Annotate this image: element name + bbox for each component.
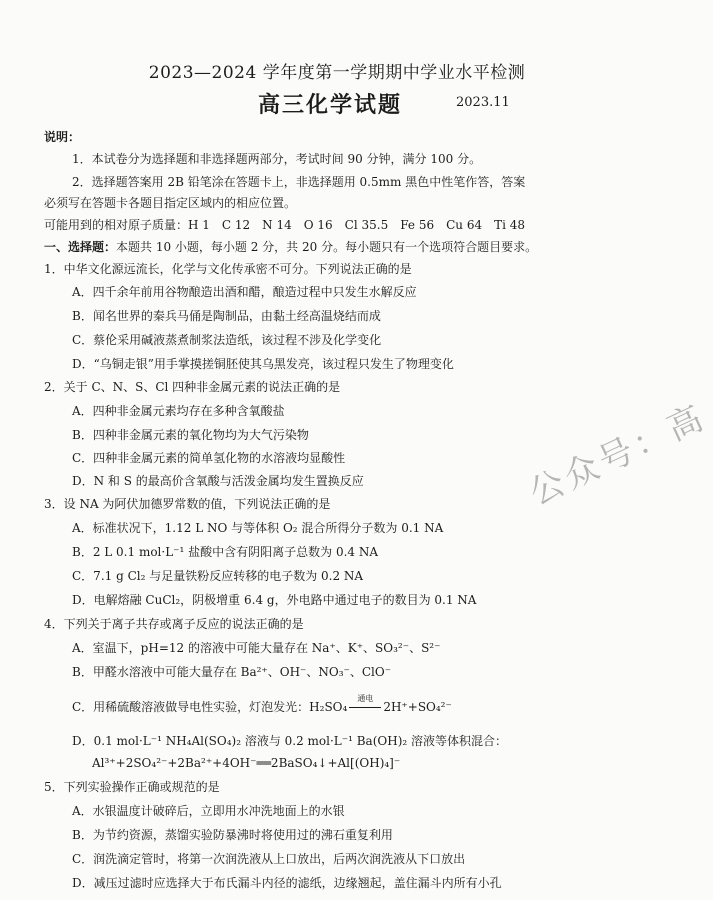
- question-4-option-a: A．室温下，pH=12 的溶液中可能大量存在 Na⁺、K⁺、SO₃²⁻、S²⁻: [72, 641, 441, 655]
- arrow-condition: 通电: [357, 694, 374, 703]
- note-item-2: 2．选择题答案用 2B 铅笔涂在答题卡上，非选择题用 0.5mm 黑色中性笔作答，答案: [72, 175, 526, 189]
- question-1-stem: 1．中华文化源远流长，化学与文化传承密不可分。下列说法正确的是: [44, 262, 412, 276]
- question-1-option-d: D．“乌铜走银”用手掌摸搓铜胚使其乌黑发亮，该过程只发生了物理变化: [72, 357, 454, 371]
- electrolysis-arrow: [347, 694, 383, 715]
- question-2-option-b: B．四种非金属元素的氧化物均为大气污染物: [72, 428, 309, 442]
- question-5-option-d: D．减压过滤时应选择大于布氏漏斗内径的滤纸，边缘翘起，盖住漏斗内所有小孔: [72, 876, 502, 890]
- atomic-masses: 可能用到的相对原子质量：H 1 C 12 N 14 O 16 Cl 35.5 Fe 56 Cu 64 Ti 48: [44, 218, 526, 232]
- question-4-option-d: D．0.1 mol·L⁻¹ NH₄Al(SO₄)₂ 溶液与 0.2 mol·L⁻¹ Ba(OH)₂ 溶液等体积混合：: [72, 734, 508, 748]
- question-5-option-b: B．为节约资源，蒸馏实验防暴沸时将使用过的沸石重复利用: [72, 828, 393, 842]
- question-1-option-c: C．蔡伦采用碱液蒸煮制浆法造纸，该过程不涉及化学变化: [72, 333, 382, 347]
- note-item-1: 1．本试卷分为选择题和非选择题两部分，考试时间 90 分钟，满分 100 分。: [72, 152, 482, 166]
- question-1-option-b: B．闻名世界的秦兵马俑是陶制品，由黏土经高温烧结而成: [72, 309, 381, 323]
- question-3-option-b: B．2 L 0.1 mol·L⁻¹ 盐酸中含有阴阳离子总数为 0.4 NA: [72, 545, 379, 559]
- question-4-option-c: [72, 694, 452, 715]
- question-5-stem: 5．下列实验操作正确或规范的是: [44, 780, 220, 794]
- question-3-option-a: A．标准状况下，1.12 L NO 与等体积 O₂ 混合所得分子数为 0.1 NA: [72, 521, 444, 535]
- question-4-option-b: B．甲醛水溶液中可能大量存在 Ba²⁺、OH⁻、NO₃⁻、ClO⁻: [72, 665, 392, 679]
- question-2-option-c: C．四种非金属元素的简单氢化物的水溶液均显酸性: [72, 451, 346, 465]
- question-1-option-a: A．四千余年前用谷物酿造出酒和醋，酿造过程中只发生水解反应: [72, 285, 417, 299]
- watermark-text: 公众号：高: [523, 396, 713, 514]
- question-4-stem: 4．下列关于离子共存或离子反应的说法正确的是: [44, 617, 304, 631]
- question-2-stem: 2．关于 C、N、S、Cl 四种非金属元素的说法正确的是: [44, 380, 341, 394]
- notes-label: 说明：: [44, 130, 81, 144]
- question-3-stem: 3．设 NA 为阿伏加德罗常数的值，下列说法正确的是: [44, 497, 331, 511]
- option-c-text: C．用稀硫酸溶液做导电性实验，灯泡发光：H₂SO₄: [72, 700, 348, 714]
- option-c-products: 2H⁺+SO₄²⁻: [383, 700, 452, 714]
- question-2-option-d: D．N 和 S 的最高价含氧酸与活泼金属均发生置换反应: [72, 474, 364, 488]
- question-4-option-d-equation: Al³⁺+2SO₄²⁻+2Ba²⁺+4OH⁻══2BaSO₄↓+Al[(OH)₄]⁻: [92, 756, 401, 770]
- note-item-2-cont: 必须写在答题卡各题目指定区域内的相应位置。: [44, 196, 297, 210]
- arrow-line: [349, 707, 381, 708]
- question-3-option-c: C．7.1 g Cl₂ 与足量铁粉反应转移的电子数为 0.2 NA: [72, 569, 364, 583]
- section-label: 一、选择题：: [44, 240, 117, 254]
- question-5-option-c: C．润洗滴定管时，将第一次润洗液从上口放出，后两次润洗液从下口放出: [72, 852, 466, 866]
- exam-title: 高三化学试题: [258, 92, 403, 118]
- exam-date: 2023.11: [456, 95, 510, 110]
- question-2-option-a: A．四种非金属元素均存在多种含氧酸盐: [72, 404, 285, 418]
- question-5-option-a: A．水银温度计破碎后，立即用水冲洗地面上的水银: [72, 804, 345, 818]
- section-instructions: 本题共 10 小题，每小题 2 分，共 20 分。每小题只有一个选项符合题目要求。: [116, 240, 538, 254]
- section-heading: [44, 240, 537, 255]
- question-3-option-d: D．电解熔融 CuCl₂，阴极增重 6.4 g，外电路中通过电子的数目为 0.1 NA: [72, 593, 477, 607]
- exam-title-line1: 2023—2024 学年度第一学期期中学业水平检测: [148, 63, 526, 83]
